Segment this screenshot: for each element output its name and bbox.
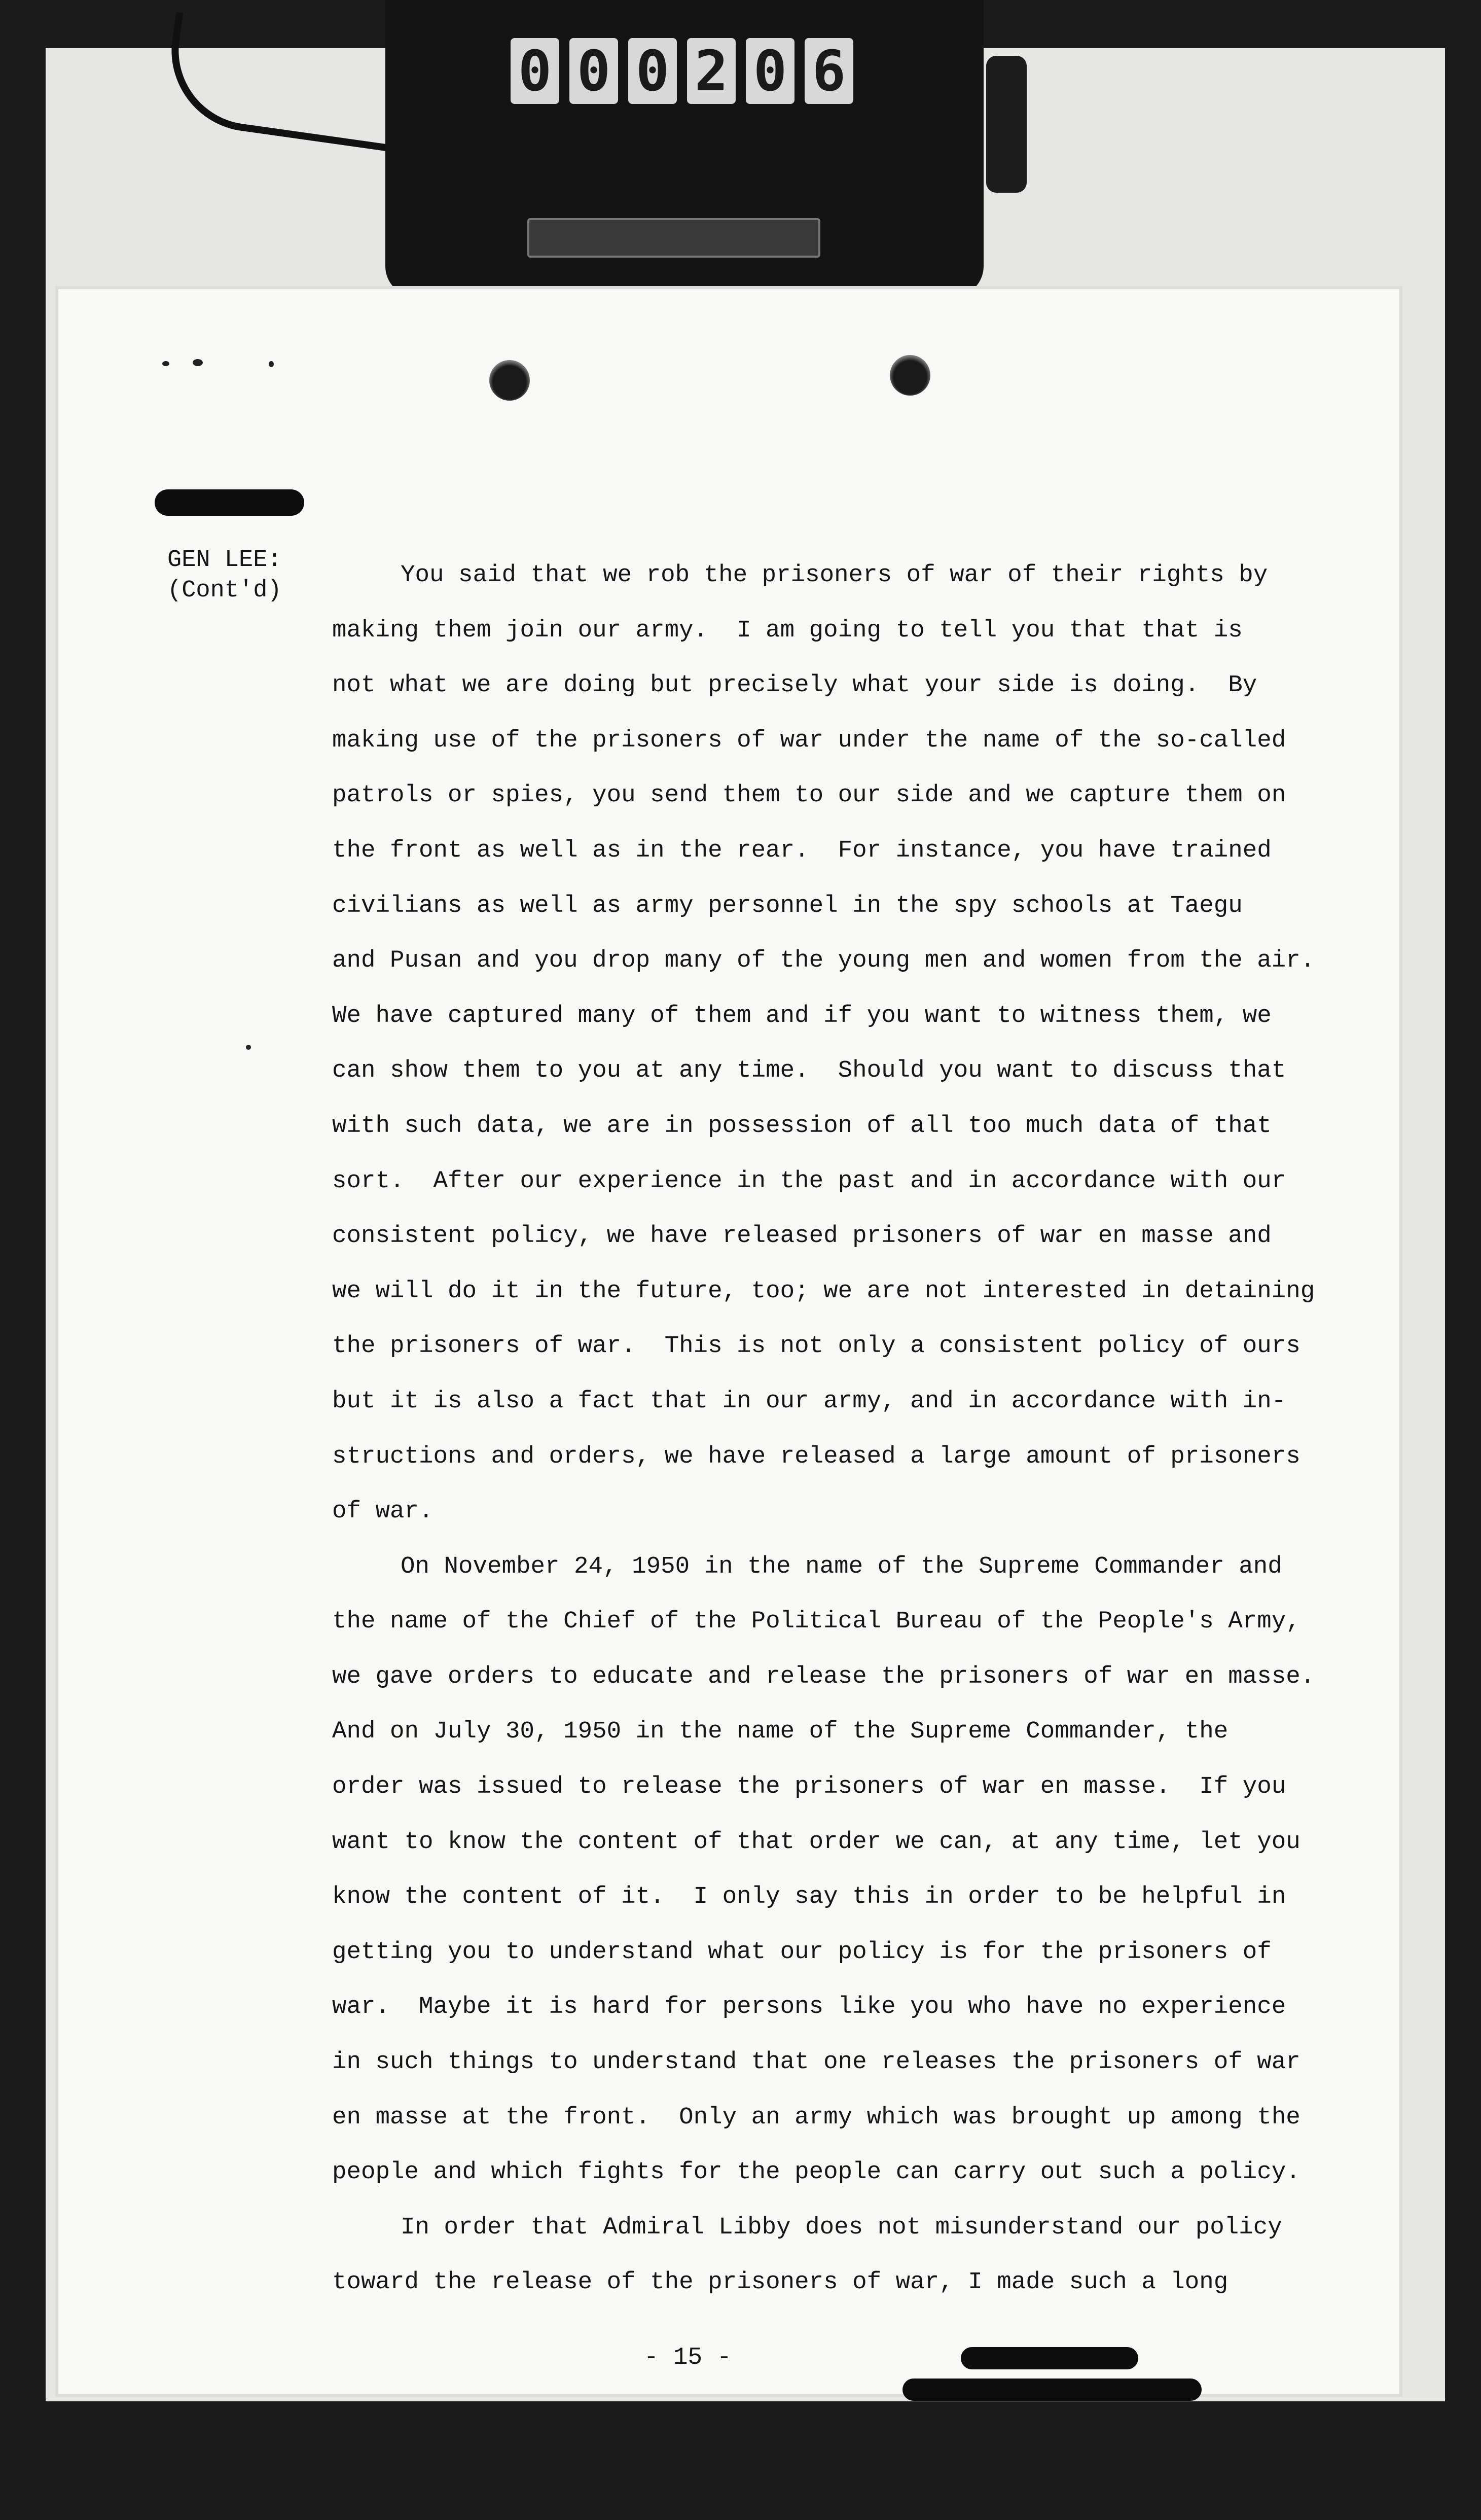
- text-line: the prisoners of war. This is not only a consistent policy of ours: [332, 1332, 1301, 1360]
- counter-digit: 0: [511, 38, 559, 104]
- speck: [162, 361, 169, 366]
- text-line: war. Maybe it is hard for persons like you who have no experience: [332, 1993, 1286, 2021]
- text-line: in such things to understand that one releases the prisoners of war: [332, 2048, 1301, 2076]
- text-line: consistent policy, we have released prisoners of war en masse and: [332, 1222, 1272, 1250]
- speaker-continued: (Cont'd): [167, 577, 282, 604]
- text-line: people and which fights for the people can carry out such a policy.: [332, 2158, 1301, 2186]
- text-line: with such data, we are in possession of all too much data of that: [332, 1112, 1272, 1140]
- speck: [193, 359, 203, 366]
- text-line: not what we are doing but precisely what your side is doing. By: [332, 671, 1257, 699]
- text-line: And on July 30, 1950 in the name of the Supreme Commander, the: [332, 1718, 1229, 1746]
- text-line: sort. After our experience in the past and in accordance with our: [332, 1167, 1286, 1195]
- text-line: In order that Admiral Libby does not misunderstand our policy: [401, 2213, 1282, 2241]
- text-line: getting you to understand what our policy is for the prisoners of: [332, 1938, 1272, 1966]
- text-line: and Pusan and you drop many of the young men and women from the air.: [332, 947, 1315, 975]
- text-line: we gave orders to educate and release the prisoners of war en masse.: [332, 1662, 1315, 1690]
- counter-digit: 0: [746, 38, 794, 104]
- counter-digit: 0: [628, 38, 677, 104]
- text-line: the front as well as in the rear. For instance, you have trained: [332, 836, 1272, 864]
- text-line: making them join our army. I am going to tell you that that is: [332, 616, 1243, 644]
- punch-hole-right: [890, 355, 930, 396]
- text-line: toward the release of the prisoners of war, I made such a long: [332, 2268, 1229, 2296]
- text-line: know the content of it. I only say this in order to be helpful in: [332, 1883, 1286, 1911]
- redaction-bar-top: [155, 489, 304, 516]
- frame-counter-digits: [507, 36, 857, 107]
- text-line: We have captured many of them and if you want to witness them, we: [332, 1002, 1272, 1030]
- text-line: we will do it in the future, too; we are not interested in detaining: [332, 1277, 1315, 1305]
- punch-hole-left: [489, 360, 530, 401]
- text-line: the name of the Chief of the Political Bureau of the People's Army,: [332, 1608, 1301, 1636]
- text-line: structions and orders, we have released a large amount of prisoners: [332, 1442, 1301, 1470]
- counter-plate: [527, 218, 820, 258]
- text-line: On November 24, 1950 in the name of the Supreme Commander and: [401, 1552, 1282, 1580]
- text-line: making use of the prisoners of war under the name of the so-called: [332, 726, 1286, 754]
- text-line: en masse at the front. Only an army which was brought up among the: [332, 2103, 1301, 2131]
- redaction-bar-bottom-1: [961, 2347, 1138, 2369]
- text-line: patrols or spies, you send them to our side and we capture them on: [332, 782, 1286, 809]
- text-line: order was issued to release the prisoners of war en masse. If you: [332, 1773, 1286, 1801]
- counter-knob: [986, 56, 1027, 193]
- statement-text: [332, 548, 1366, 2310]
- counter-digit: 6: [805, 38, 853, 104]
- text-line: civilians as well as army personnel in the spy schools at Taegu: [332, 892, 1243, 919]
- counter-digit: 0: [569, 38, 618, 104]
- speaker-name: GEN LEE:: [167, 547, 282, 574]
- text-line: You said that we rob the prisoners of war of their rights by: [401, 561, 1268, 589]
- page-number: - 15 -: [644, 2344, 732, 2371]
- text-line: can show them to you at any time. Should you want to discuss that: [332, 1057, 1286, 1085]
- speck: [246, 1045, 251, 1050]
- text-line: of war.: [332, 1498, 434, 1525]
- speck: [269, 361, 274, 367]
- speaker-label: [167, 545, 282, 606]
- redaction-bar-bottom-2: [902, 2379, 1202, 2401]
- text-line: but it is also a fact that in our army, and in accordance with in-: [332, 1387, 1286, 1415]
- counter-digit: 2: [687, 38, 736, 104]
- text-line: want to know the content of that order we can, at any time, let you: [332, 1828, 1301, 1856]
